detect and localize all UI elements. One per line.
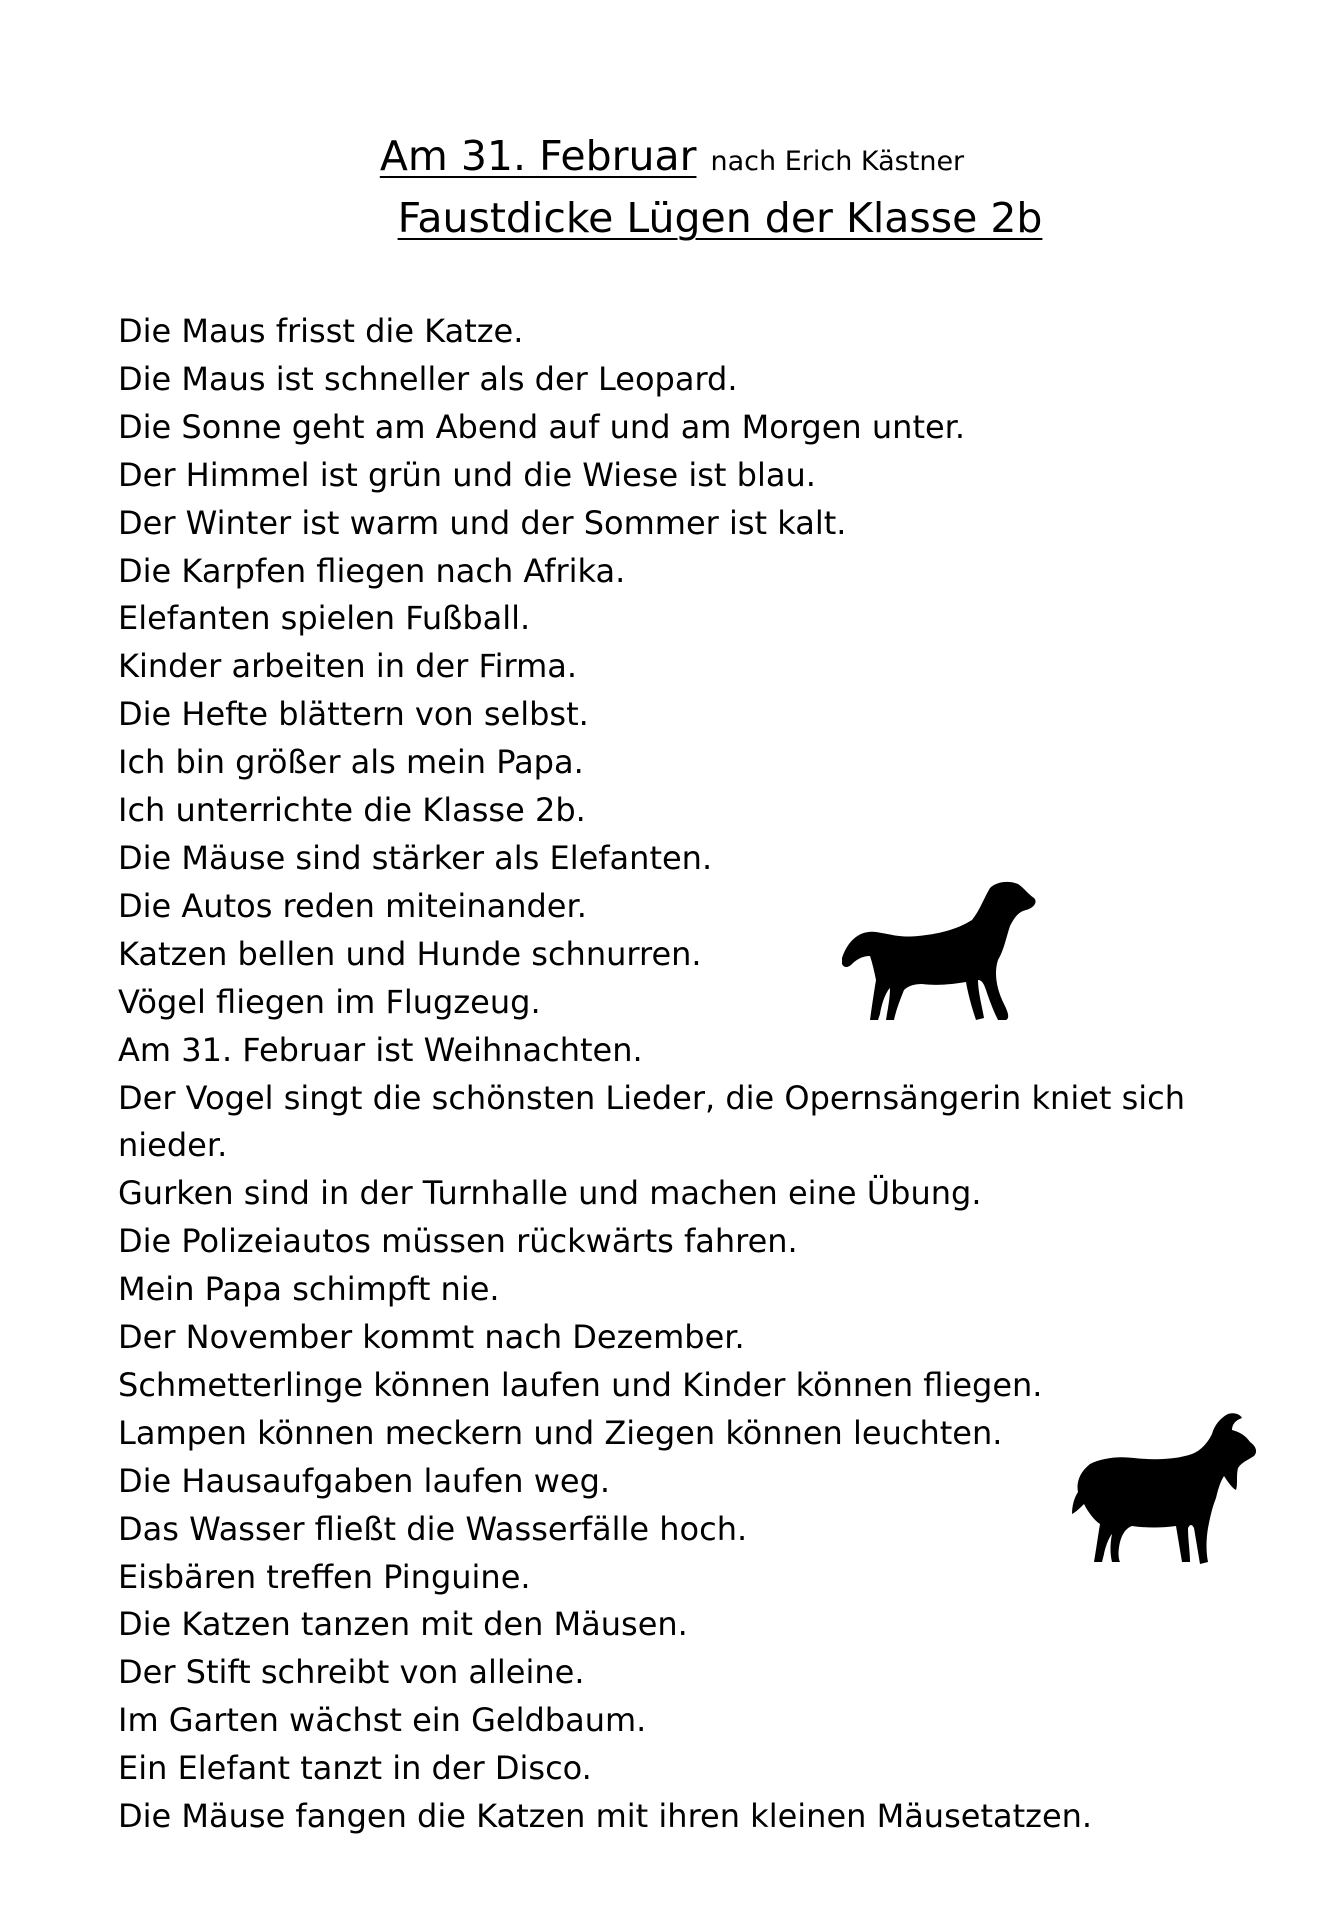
lie-line: Die Sonne geht am Abend auf und am Morgen unter. bbox=[118, 407, 966, 446]
lie-line: Elefanten spielen Fußball. bbox=[118, 599, 531, 638]
lie-line: Ich unterrichte die Klasse 2b. bbox=[118, 791, 586, 830]
page-subtitle: Faustdicke Lügen der Klasse 2b bbox=[397, 194, 1043, 242]
goat-silhouette-icon bbox=[1070, 1412, 1260, 1564]
lie-line: Ein Elefant tanzt in der Disco. bbox=[118, 1749, 592, 1788]
lie-line: Im Garten wächst ein Geldbaum. bbox=[118, 1701, 647, 1740]
lie-line: Der November kommt nach Dezember. bbox=[118, 1318, 745, 1357]
lie-line: Der Vogel singt die schönsten Lieder, die Opernsängerin kniet sich nieder. bbox=[118, 1078, 1186, 1165]
lie-line: Kinder arbeiten in der Firma. bbox=[118, 647, 578, 686]
lie-line: Die Autos reden miteinander. bbox=[118, 886, 587, 925]
lie-line: Ich bin größer als mein Papa. bbox=[118, 743, 584, 782]
lie-line: Die Hausaufgaben laufen weg. bbox=[118, 1461, 611, 1500]
lie-line: Eisbären treffen Pinguine. bbox=[118, 1557, 531, 1596]
lie-line: Die Mäuse sind stärker als Elefanten. bbox=[118, 838, 713, 877]
lie-line: Gurken sind in der Turnhalle und machen eine Übung. bbox=[118, 1174, 982, 1213]
lie-line: Schmetterlinge können laufen und Kinder können fliegen. bbox=[118, 1365, 1043, 1404]
lie-line: Katzen bellen und Hunde schnurren. bbox=[118, 934, 702, 973]
lie-line: Das Wasser fließt die Wasserfälle hoch. bbox=[118, 1509, 748, 1548]
lie-line: Der Winter ist warm und der Sommer ist kalt. bbox=[118, 503, 847, 542]
lie-line: Der Himmel ist grün und die Wiese ist blau. bbox=[118, 455, 816, 494]
lie-line: Die Mäuse fangen die Katzen mit ihren kleinen Mäusetatzen. bbox=[118, 1797, 1093, 1836]
title-line bbox=[0, 126, 1344, 186]
lies-list bbox=[118, 308, 1248, 1841]
lie-line: Am 31. Februar ist Weihnachten. bbox=[118, 1030, 643, 1069]
lie-line: Die Katzen tanzen mit den Mäusen. bbox=[118, 1605, 688, 1644]
lie-line: Die Karpfen fliegen nach Afrika. bbox=[118, 551, 626, 590]
title-block bbox=[0, 126, 1344, 248]
page-title: Am 31. Februar bbox=[379, 132, 697, 180]
lie-line: Vögel fliegen im Flugzeug. bbox=[118, 982, 541, 1021]
lie-line: Die Polizeiautos müssen rückwärts fahren. bbox=[118, 1222, 798, 1261]
lie-line: Die Maus frisst die Katze. bbox=[118, 312, 524, 350]
lie-line: Die Maus ist schneller als der Leopard. bbox=[118, 359, 738, 398]
dog-silhouette-icon bbox=[838, 880, 1038, 1020]
lie-line: Der Stift schreibt von alleine. bbox=[118, 1653, 585, 1692]
lie-line: Lampen können meckern und Ziegen können leuchten. bbox=[118, 1413, 1003, 1452]
lie-line: Mein Papa schimpft nie. bbox=[118, 1270, 500, 1309]
lie-line: Die Hefte blättern von selbst. bbox=[118, 695, 589, 734]
attribution: nach Erich Kästner bbox=[710, 146, 965, 177]
